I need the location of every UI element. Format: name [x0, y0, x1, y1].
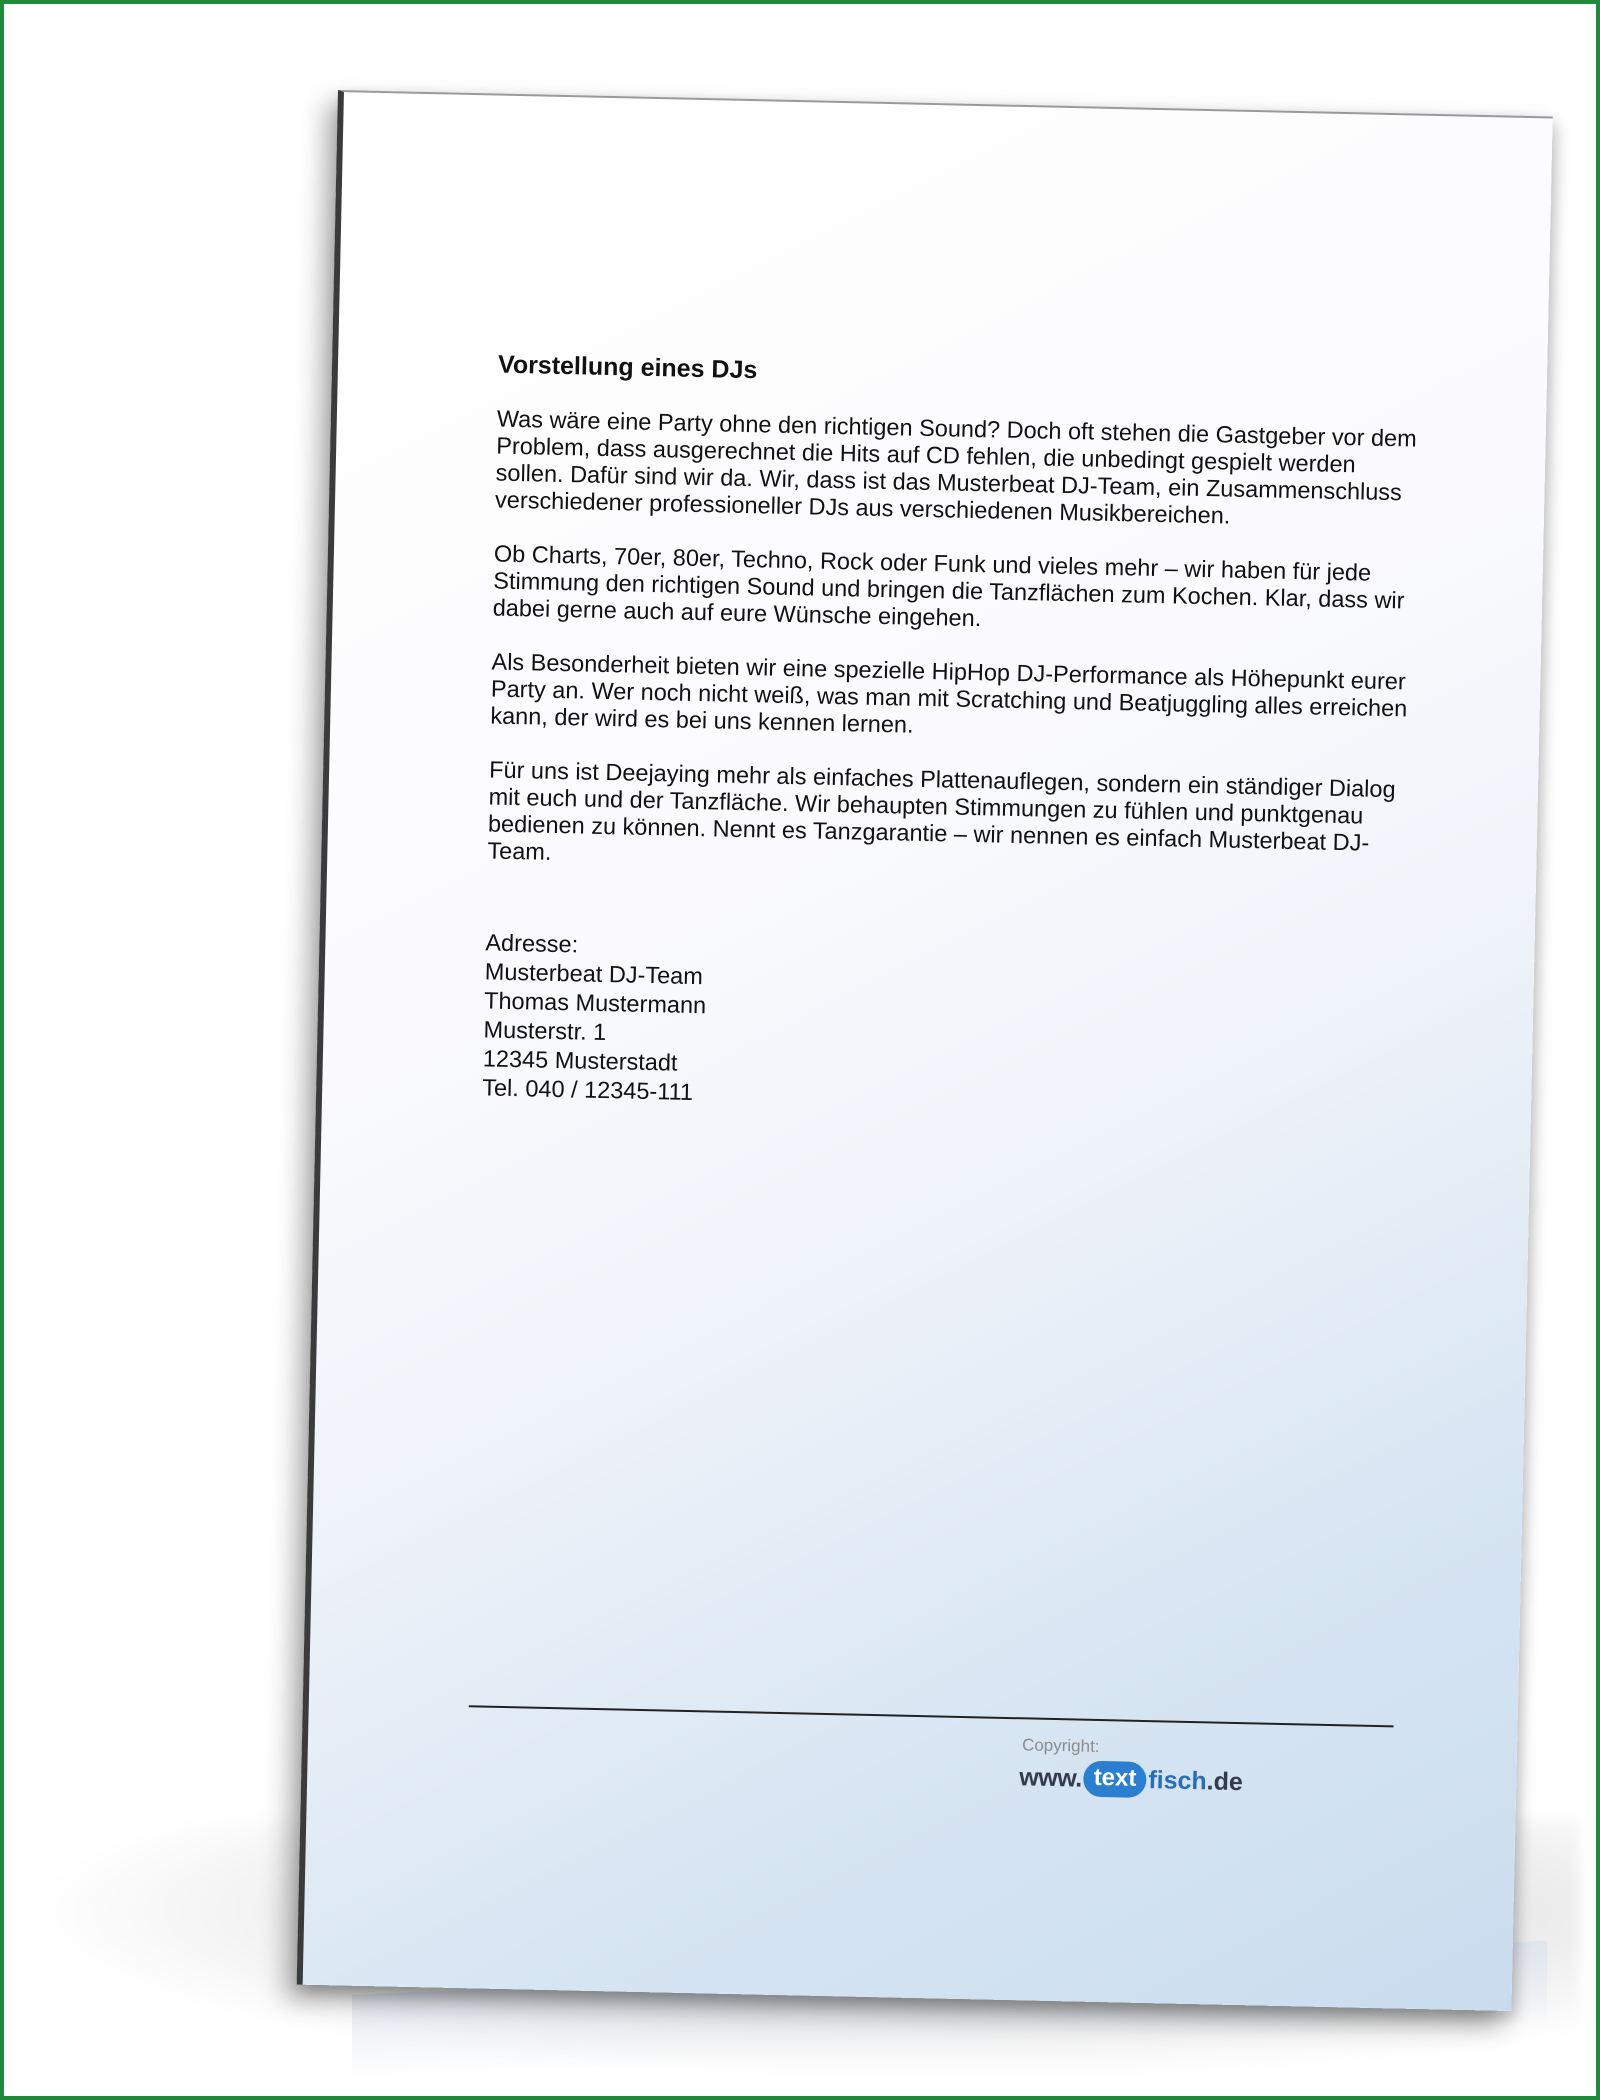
logo-fisch: fisch: [1148, 1765, 1208, 1795]
paragraph-philosophy: Für uns ist Deejaying mehr als einfaches Plattenauflegen, sondern ein ständiger Dialog mit euch und der Tanzfläche. Wir behaupten Stimmungen zu fühlen und punktgenau bedienen zu können. Nennt es Tanzgarantie – wir nennen es einfach Musterbeat DJ-Team.: [487, 756, 1396, 865]
logo-de: .de: [1206, 1766, 1244, 1796]
logo-wordmark: [1019, 1759, 1340, 1802]
document-body: [482, 351, 1428, 1123]
address-block: [482, 928, 1416, 1122]
address-company: Musterbeat DJ-Team: [484, 958, 704, 990]
paragraph-intro: Was wäre eine Party ohne den richtigen Sound? Doch oft stehen die Gastgeber vor dem Problem, dass ausgerechnet die Hits auf CD fehlen, die unbedingt gespielt werden sollen. Dafür sind wir da. Wir, dass ist das Musterbeat DJ-Team, ein Zusammenschluss verschiedener professioneller DJs aus verschiedenen Musikbereichen.: [494, 405, 1418, 529]
textfisch-logo: [1019, 1735, 1341, 1822]
document-page: [297, 90, 1553, 2011]
document-title: Vorstellung eines DJs: [497, 350, 758, 385]
footer-divider: [469, 1705, 1394, 1727]
address-street: Musterstr. 1: [483, 1016, 607, 1046]
logo-text-label: text: [1093, 1763, 1137, 1792]
paragraph-genres: Ob Charts, 70er, 80er, Techno, Rock oder Funk und vieles mehr – wir haben für jede Stimmung den richtigen Sound und bringen die Tanzflächen zum Kochen. Klar, dass wir dabei gerne auch auf eure Wünsche eingehen.: [492, 540, 1405, 632]
paragraph-special: Als Besonderheit bieten wir eine spezielle HipHop DJ-Performance als Höhepunkt eurer Party an. Wer noch nicht weiß, was man mit Scratching und Beatjuggling alles erreichen kann, der wird es bei uns kennen lernen.: [490, 648, 1408, 738]
address-label: Adresse:: [485, 929, 579, 958]
fish-icon: [1083, 1761, 1146, 1798]
copyright-label: Copyright:: [1021, 1735, 1100, 1757]
address-phone: Tel. 040 / 12345-111: [481, 1074, 694, 1105]
address-contact-name: Thomas Mustermann: [483, 987, 707, 1019]
logo-www: www.: [1019, 1762, 1083, 1793]
address-city: 12345 Musterstadt: [482, 1045, 678, 1076]
